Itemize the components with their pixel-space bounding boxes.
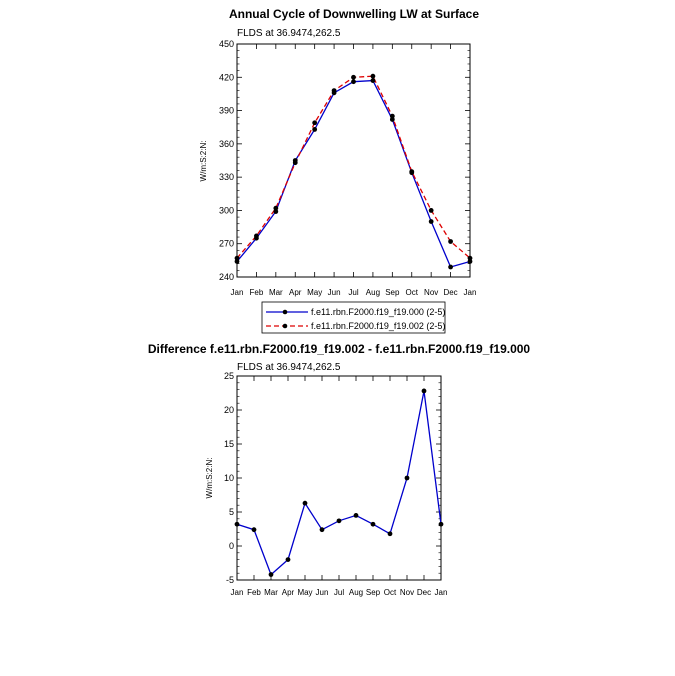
c2-ytick-label: 0 (228, 541, 234, 551)
c1-xtick-label: Apr (289, 288, 302, 297)
c2-ytick-label: 5 (228, 507, 234, 517)
legend-marker-002 (283, 324, 288, 329)
c2-series-0-point (286, 557, 291, 562)
c1-xtick-label: Nov (424, 288, 439, 297)
c1-series-1-point (390, 114, 395, 119)
c2-series-0-point (354, 513, 359, 518)
top-chart (199, 7, 479, 297)
c2-series-0-point (269, 572, 274, 577)
legend-label-002: f.e11.rbn.F2000.f19_f19.002 (2-5) (311, 321, 446, 331)
c1-ytick-label: 450 (218, 39, 234, 49)
c1-series-0-point (371, 78, 376, 83)
c1-xtick-label: Jul (348, 288, 359, 297)
c1-ytick-label: 390 (218, 105, 234, 116)
c1-xtick-label: Feb (249, 288, 264, 297)
c2-series-0-point (320, 527, 325, 532)
c1-ytick-label: 420 (218, 72, 234, 83)
c2-ytick-label: 25 (223, 371, 234, 381)
legend-label-000: f.e11.rbn.F2000.f19_f19.000 (2-5) (311, 307, 446, 317)
c2-series-0-point (235, 522, 240, 527)
top-chart-title: Annual Cycle of Downwelling LW at Surface (228, 7, 480, 21)
c2-series-0-point (371, 522, 376, 527)
c1-series-1-point (351, 75, 356, 80)
c1-ytick-label: 270 (218, 238, 234, 249)
c1-xtick-label: Jan (230, 288, 244, 297)
top-chart-subtitle: FLDS at 36.9474,262.5 (237, 28, 341, 39)
c1-series-0-point (312, 127, 317, 132)
c1-xtick-label: Jan (463, 288, 477, 297)
c1-xtick-label: Mar (268, 288, 283, 297)
c1-xtick-label: Jun (327, 288, 341, 297)
c1-xtick-label: Sep (385, 288, 400, 297)
c1-xtick-label: May (307, 288, 323, 297)
c2-ytick-label: 20 (223, 405, 234, 415)
c1-ytick-label: 330 (218, 172, 234, 183)
c2-series-0-point (252, 527, 257, 532)
c1-series-0-point (429, 219, 434, 224)
c1-xtick-label: Oct (405, 288, 418, 297)
c1-series-0-point (351, 79, 356, 84)
bottom-chart-ylabel: W/m:S:2:N: (205, 457, 214, 499)
c2-series-0-point (405, 476, 410, 481)
top-chart-ylabel: W/m:S:2:N: (199, 140, 208, 182)
c2-ytick-label: -5 (225, 575, 234, 585)
c1-series-1-point (332, 88, 337, 93)
c1-series-1-point (254, 234, 259, 239)
legend-marker-000 (283, 310, 288, 315)
c1-series-1-point (409, 169, 414, 174)
c2-series-0-point (303, 501, 308, 506)
c2-series-0-line (237, 391, 441, 575)
c1-series-1-point (235, 256, 240, 261)
c2-ytick-label: 15 (223, 439, 234, 449)
c1-series-0-point (448, 265, 453, 270)
bottom-chart (148, 342, 531, 597)
c1-xtick-label: Dec (443, 288, 458, 297)
c2-series-0-point (439, 522, 444, 527)
bottom-chart-title: Difference f.e11.rbn.F2000.f19_f19.002 - f.e11.rbn.F2000.f19_f19.000 (147, 342, 531, 356)
c2-series-0-point (337, 518, 342, 523)
c1-ytick-label: 240 (218, 272, 234, 282)
c1-series-1-point (468, 256, 473, 261)
c2-ytick-label: 10 (223, 473, 234, 483)
c2-xtick-label: Mar (264, 588, 278, 597)
top-chart-legend (262, 302, 445, 333)
c2-series-0-point (422, 389, 427, 394)
c1-ytick-label: 300 (218, 205, 234, 216)
c1-series-1-point (371, 74, 376, 79)
c1-series-1-point (293, 160, 298, 165)
c1-ytick-label: 360 (218, 138, 234, 149)
c1-series-1-point (429, 208, 434, 213)
c1-series-1-point (448, 239, 453, 244)
c2-xtick-label: Jan (434, 588, 448, 597)
c2-xtick-label: Jun (315, 588, 329, 597)
c1-series-1-point (273, 206, 278, 211)
c2-xtick-label: May (297, 588, 313, 597)
c2-xtick-label: Apr (281, 588, 295, 597)
bottom-chart-subtitle: FLDS at 36.9474,262.5 (237, 362, 341, 373)
c2-xtick-label: Oct (383, 588, 397, 597)
c2-xtick-label: Dec (416, 588, 432, 597)
c2-xtick-label: Sep (365, 588, 381, 597)
bottom-chart-plot-frame (237, 376, 441, 580)
c2-xtick-label: Jul (333, 588, 345, 597)
c2-series-0-point (388, 531, 393, 536)
c2-xtick-label: Jan (230, 588, 244, 597)
c2-xtick-label: Nov (399, 588, 415, 597)
c1-series-0-line (237, 81, 470, 267)
c1-series-1-point (312, 120, 317, 125)
c1-xtick-label: Aug (365, 288, 381, 297)
c2-xtick-label: Aug (348, 588, 364, 597)
c2-xtick-label: Feb (247, 588, 261, 597)
